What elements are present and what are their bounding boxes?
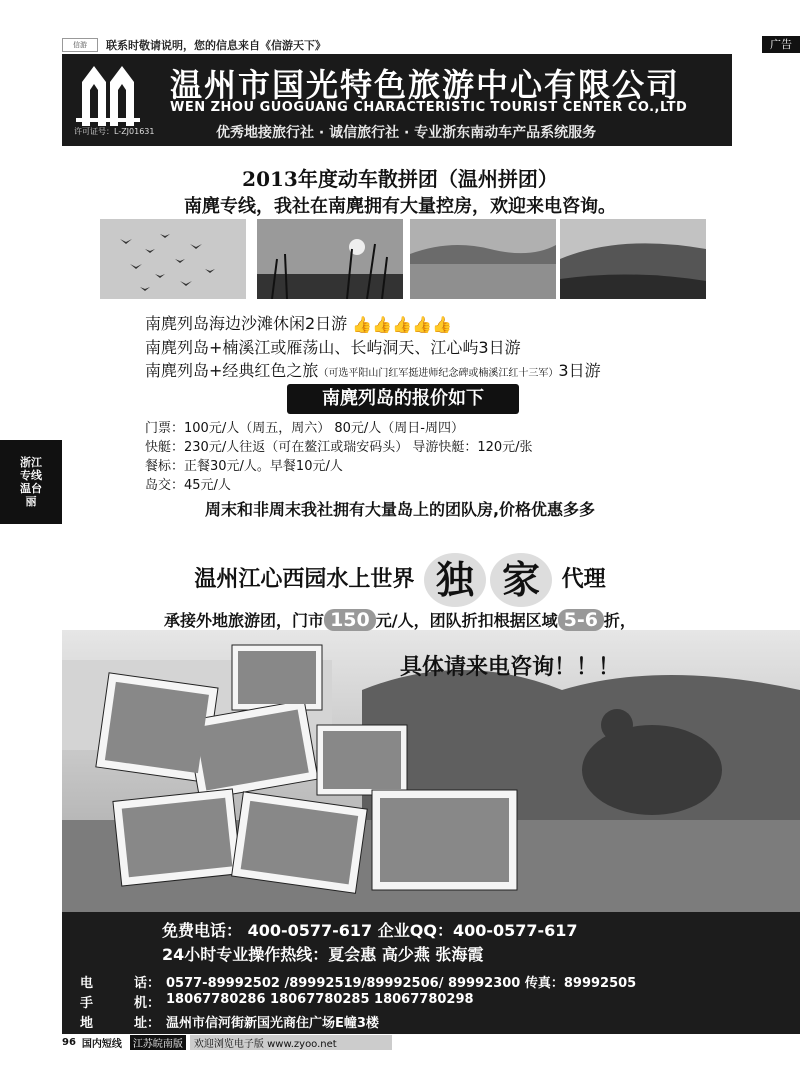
company-name-en: WEN ZHOU GUOGUANG CHARACTERISTIC TOURIST CENTER CO.,LTD (170, 100, 688, 115)
price-line: 快艇：230元/人往返（可在鳌江或瑞安码头） 导游快艇：120元/张 (145, 440, 533, 455)
weekend-note: 周末和非周末我社拥有大量岛上的团队房,价格优惠多多 (204, 500, 596, 519)
group-discount-line: 承接外地旅游团，门市 150 元/人，团队折扣根据区域 5-6 折， (164, 609, 636, 631)
company-emblem-icon (72, 62, 144, 128)
tour-title: 2013年度动车散拼团（温州拼团） (242, 167, 558, 191)
ad-tag: 广告 (762, 36, 800, 53)
website-link[interactable]: 欢迎浏览电子版 www.zyoo.net (190, 1035, 392, 1050)
company-header (62, 54, 732, 146)
contact-block (62, 912, 800, 1034)
page-footer (62, 1035, 392, 1049)
thumbs-up-icon: 👍👍👍👍👍 (352, 315, 452, 334)
publication-logo: 信游 (62, 38, 98, 52)
discount-range: 5-6 (558, 609, 604, 631)
edition-label: 江苏皖南版 (130, 1035, 186, 1050)
photo-sunset-grass (257, 219, 403, 299)
price-list (145, 419, 533, 495)
company-name-cn: 温州市国光特色旅游中心有限公司 (170, 66, 681, 104)
consult-call: 具体请来电咨询！！！ (400, 655, 621, 680)
mobile-row: 手 机： 18067780286 18067780285 18067780298 (80, 992, 474, 1011)
license-number: 许可证号：L-ZJ01631 (74, 127, 155, 136)
tour-subtitle: 南麂专线，我社在南麂拥有大量控房，欢迎来电咨询。 (184, 196, 616, 217)
jiangxin-agency-line: 温州江心西园水上世界 独 家 代理 (0, 553, 800, 607)
phone-row: 电 话： 0577-89992502 /89992519/89992506/ 89992300 传真：89992505 (80, 976, 637, 991)
source-notice: 联系时敬请说明，您的信息来自《信游天下》 (106, 38, 326, 52)
ops-hotline: 24小时专业操作热线：夏会惠 高少燕 张海霞 (162, 945, 484, 964)
route-list (145, 312, 601, 385)
company-tagline: 优秀地接旅行社 · 诚信旅行社 · 专业浙东南动车产品系统服务 (216, 125, 597, 141)
route-item: 南麂列岛海边沙滩休闲2日游 👍👍👍👍👍 (145, 314, 452, 334)
route-item: 南麂列岛+经典红色之旅（可选平阳山门红军挺进师纪念碑或楠溪江红十三军）3日游 (145, 361, 601, 380)
hotline: 免费电话： 400-0577-617 企业QQ：400-0577-617 (162, 921, 578, 940)
top-bar (62, 36, 800, 53)
exclusive-char: 家 (490, 553, 552, 607)
price-line: 门票：100元/人（周五，周六） 80元/人（周日-周四） (145, 421, 464, 436)
section-name: 国内短线 (81, 1038, 122, 1050)
island-photos (100, 219, 700, 301)
photo-coast-hills (560, 219, 706, 299)
page-number: 96 (62, 1036, 76, 1048)
price-banner: 南麂列岛的报价如下 (287, 384, 519, 414)
price-line: 岛交：45元/人 (145, 478, 231, 493)
route-item: 南麂列岛+楠溪江或雁荡山、长屿洞天、江心屿3日游 (145, 338, 521, 357)
address-row: 地 址： 温州市信河街新国光商住广场E幢3楼 (80, 1016, 379, 1031)
price-line: 餐标：正餐30元/人。早餐10元/人 (145, 459, 343, 474)
exclusive-char: 独 (424, 553, 486, 607)
side-category-tab: 浙江专线温台丽 (0, 440, 62, 524)
photo-sea-bay (410, 219, 556, 299)
ticket-price: 150 (324, 609, 376, 631)
photo-birds (100, 219, 246, 299)
